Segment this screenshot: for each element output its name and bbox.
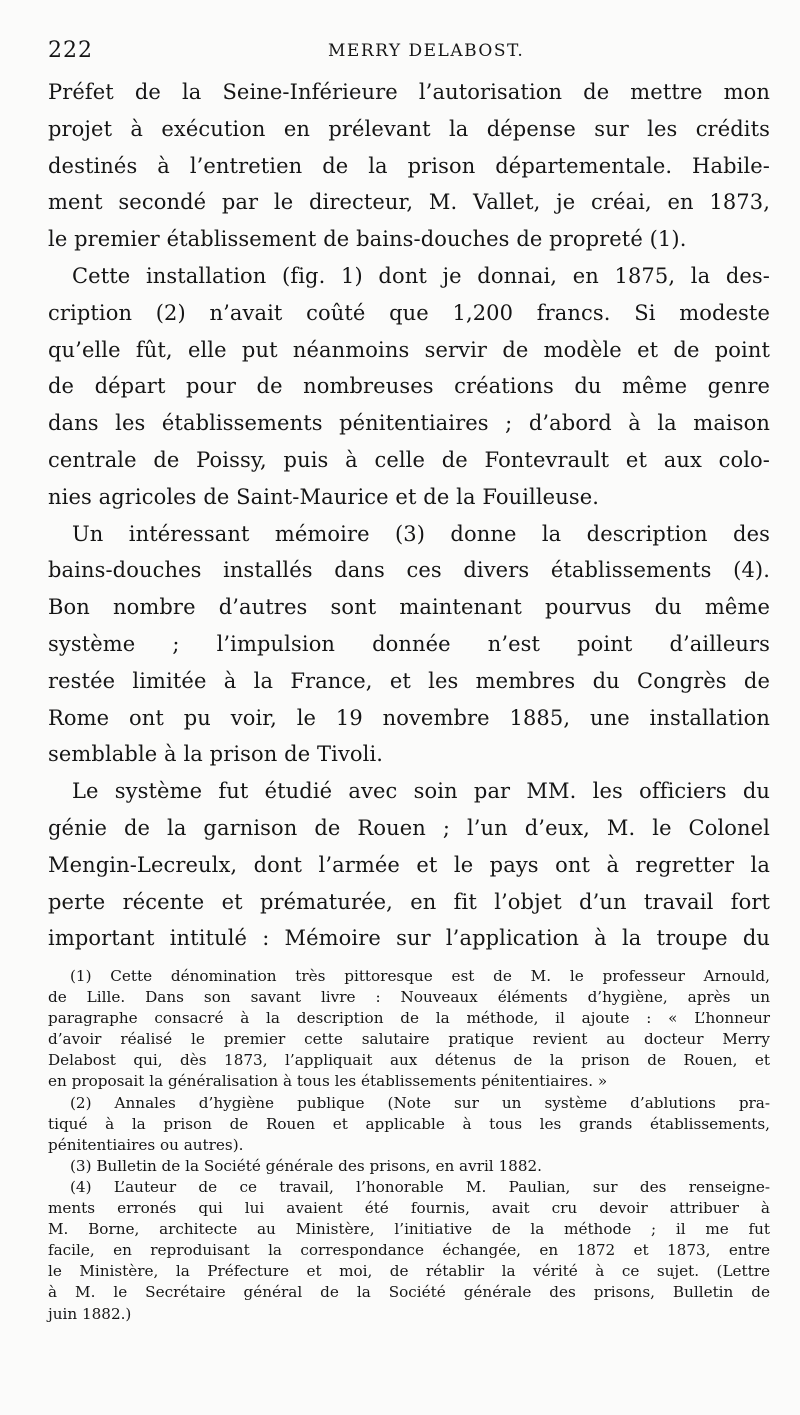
body-line: restée limitée à la France, et les membres du Congrès de (48, 668, 770, 693)
footnote-line: en proposait la généralisation à tous les établissements pénitentiaires. » (48, 1072, 608, 1091)
body-line: système ; l’impulsion donnée n’est point d’ailleurs (48, 631, 770, 656)
body-line: centrale de Poissy, puis à celle de Fontevrault et aux colo- (48, 447, 770, 472)
body-line: Préfet de la Seine-Inférieure l’autorisation de mettre mon (48, 80, 770, 104)
body-line: le premier établissement de bains-douches de propreté (1). (48, 227, 687, 252)
body-line: perte récente et prématurée, en fit l’objet d’un travail fort (48, 889, 770, 914)
body-text (48, 74, 770, 957)
footnote-line: paragraphe consacré à la description de la méthode, il ajoute : « L’honneur (48, 1009, 770, 1028)
footnote-line: (4) L’auteur de ce travail, l’honorable M. Paulian, sur des renseigne- (70, 1177, 770, 1196)
footnote-line: ments erronés qui lui avaient été fournis, avait cru devoir attribuer à (48, 1199, 770, 1218)
body-line: important intitulé : Mémoire sur l’application à la troupe du (48, 926, 770, 951)
body-line: projet à exécution en prélevant la dépense sur les crédits (48, 116, 770, 141)
footnote-line: M. Borne, architecte au Ministère, l’initiative de la méthode ; il me fut (48, 1220, 770, 1239)
running-head: MERRY DELABOST. (328, 41, 525, 61)
footnote-line: le Ministère, la Préfecture et moi, de rétablir la vérité à ce sujet. (Lettre (48, 1262, 770, 1281)
footnote-line: (2) Annales d’hygiène publique (Note sur un système d’ablutions pra- (70, 1093, 770, 1112)
footnote-line: juin 1882.) (48, 1304, 132, 1323)
footnote-line: (3) Bulletin de la Société générale des prisons, en avril 1882. (70, 1156, 542, 1175)
body-line: Cette installation (fig. 1) dont je donnai, en 1875, la des- (72, 263, 770, 288)
body-line: de départ pour de nombreuses créations du même genre (48, 374, 770, 399)
body-line: Bon nombre d’autres sont maintenant pourvus du même (48, 595, 770, 620)
footnote-line: à M. le Secrétaire général de la Société générale des prisons, Bulletin de (48, 1283, 770, 1302)
footnote-line: Delabost qui, dès 1873, l’appliquait aux détenus de la prison de Rouen, et (48, 1051, 770, 1070)
footnote-line: d’avoir réalisé le premier cette salutaire pratique revient au docteur Merry (48, 1030, 770, 1049)
page-header (48, 38, 768, 68)
body-line: Le système fut étudié avec soin par MM. les officiers du (72, 779, 770, 804)
body-line: dans les établissements pénitentiaires ; d’abord à la maison (48, 411, 770, 436)
body-line: génie de la garnison de Rouen ; l’un d’eux, M. le Colonel (48, 815, 770, 840)
body-line: Un intéressant mémoire (3) donne la description des (72, 521, 770, 546)
body-line: qu’elle fût, elle put néanmoins servir de modèle et de point (48, 337, 770, 362)
body-line: destinés à l’entretien de la prison départementale. Habile- (48, 153, 770, 178)
footnote-line: pénitentiaires ou autres). (48, 1135, 244, 1154)
body-line: ment secondé par le directeur, M. Vallet, je créai, en 1873, (48, 190, 770, 215)
page-number: 222 (48, 38, 93, 63)
body-line: Rome ont pu voir, le 19 novembre 1885, une installation (48, 705, 770, 730)
body-line: bains-douches installés dans ces divers établissements (4). (48, 558, 770, 583)
footnote-line: tiqué à la prison de Rouen et applicable à tous les grands établissements, (48, 1114, 770, 1133)
body-line: nies agricoles de Saint-Maurice et de la Fouilleuse. (48, 484, 600, 509)
footnote-line: (1) Cette dénomination très pittoresque est de M. le professeur Arnould, (70, 967, 770, 985)
footnotes (48, 966, 770, 1325)
footnote-line: facile, en reproduisant la correspondance échangée, en 1872 et 1873, entre (48, 1241, 770, 1260)
footnote-line: de Lille. Dans son savant livre : Nouveaux éléments d’hygiène, après un (48, 988, 770, 1007)
body-line: cription (2) n’avait coûté que 1,200 francs. Si modeste (48, 300, 770, 325)
body-line: Mengin-Lecreulx, dont l’armée et le pays ont à regretter la (48, 852, 770, 877)
body-line: semblable à la prison de Tivoli. (48, 742, 384, 767)
